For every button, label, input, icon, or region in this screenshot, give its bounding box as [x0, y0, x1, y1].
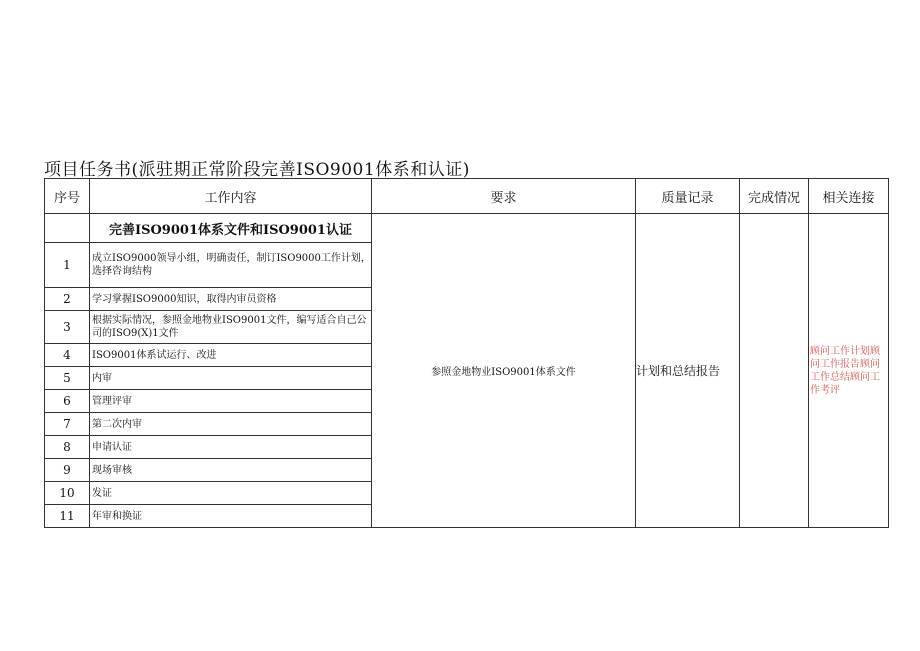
row-number: 10 — [45, 482, 90, 505]
row-content: 学习掌握ISO9000知识，取得内审员资格 — [90, 288, 372, 311]
row-content: 申请认证 — [90, 436, 372, 459]
row-content: 年审和换证 — [90, 505, 372, 528]
row-number: 8 — [45, 436, 90, 459]
row-content: 管理评审 — [90, 390, 372, 413]
header-quality-record: 质量记录 — [636, 179, 740, 214]
section-seq-cell — [45, 214, 90, 243]
row-content: 现场审核 — [90, 459, 372, 482]
row-number: 5 — [45, 367, 90, 390]
header-completion: 完成情况 — [740, 179, 809, 214]
header-content: 工作内容 — [90, 179, 372, 214]
links-cell[interactable]: 顾问工作计划顾问工作报告顾问工作总结顾问工作考评 — [809, 214, 889, 528]
row-content: ISO9001体系试运行、改进 — [90, 344, 372, 367]
row-number: 7 — [45, 413, 90, 436]
header-links: 相关连接 — [809, 179, 889, 214]
row-number: 6 — [45, 390, 90, 413]
row-content: 发证 — [90, 482, 372, 505]
row-number: 2 — [45, 288, 90, 311]
row-content: 第二次内审 — [90, 413, 372, 436]
header-row — [45, 179, 889, 214]
completion-cell — [740, 214, 809, 528]
document-title: 项目任务书(派驻期正常阶段完善ISO9001体系和认证) — [44, 160, 470, 180]
section-title: 完善ISO9001体系文件和ISO9001认证 — [90, 214, 372, 243]
row-number: 1 — [45, 243, 90, 288]
section-row — [45, 214, 889, 243]
row-number: 4 — [45, 344, 90, 367]
row-number: 11 — [45, 505, 90, 528]
row-number: 9 — [45, 459, 90, 482]
quality-record-cell: 计划和总结报告 — [636, 214, 740, 528]
row-content: 根据实际情况，参照金地物业ISO9001文件，编写适合自己公司的ISO9(X)1文件 — [90, 311, 372, 344]
header-requirement: 要求 — [372, 179, 636, 214]
row-number: 3 — [45, 311, 90, 344]
task-table — [44, 178, 889, 528]
requirement-cell: 参照金地物业ISO9001体系文件 — [372, 214, 636, 528]
row-content: 内审 — [90, 367, 372, 390]
row-content: 成立ISO9000领导小组，明确责任，制订ISO9000工作计划，选择咨询结构 — [90, 243, 372, 288]
header-seq: 序号 — [45, 179, 90, 214]
